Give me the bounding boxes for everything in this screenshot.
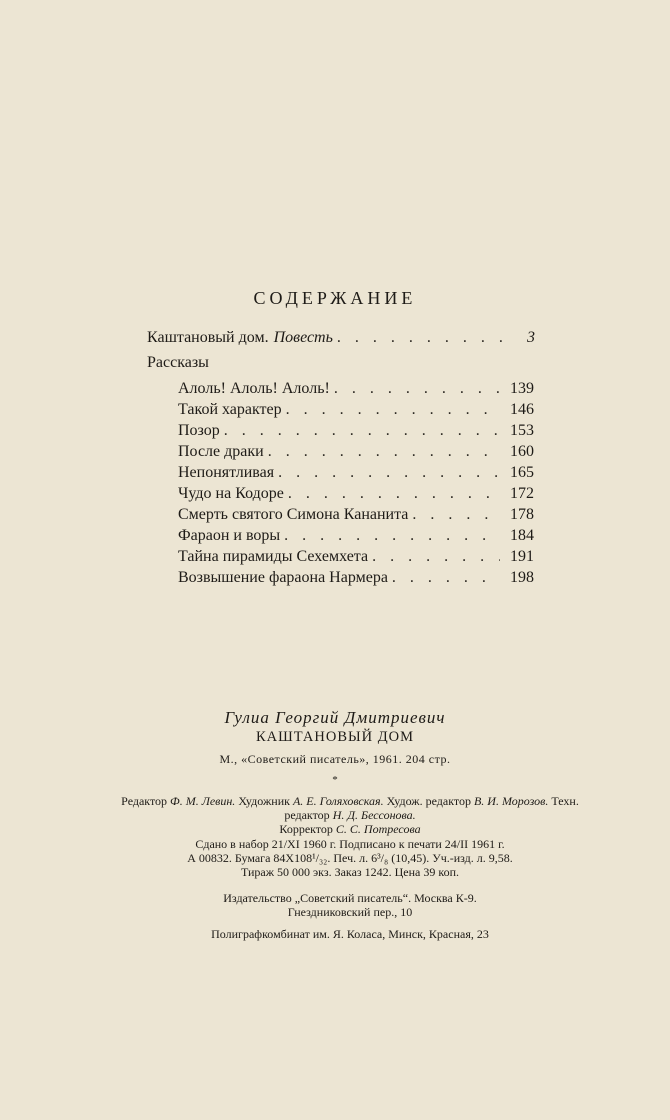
toc-story (178, 546, 534, 567)
toc-story (178, 420, 534, 441)
print-line: Тираж 50 000 экз. Заказ 1242. Цена 39 коп. (240, 865, 460, 879)
separator-star: * (332, 774, 338, 786)
story-title: Фараон и воры (178, 527, 281, 544)
toc-story (178, 441, 534, 462)
leader-dots (392, 567, 500, 588)
toc-story (178, 567, 534, 588)
story-title: Возвышение фараона Нармера (178, 569, 388, 586)
toc-story (178, 504, 534, 525)
toc-main-page: 3 (527, 329, 535, 346)
story-page: 191 (510, 548, 534, 565)
story-title: Непонятливая (178, 464, 275, 481)
toc-story (178, 378, 534, 399)
editor-name: Ф. М. Левин. (170, 794, 236, 808)
credits-editors (100, 794, 600, 836)
toc-main-entry (147, 328, 535, 348)
leader-dots (284, 525, 500, 546)
leader-dots (337, 328, 517, 348)
toc-story (178, 399, 534, 420)
story-page: 146 (510, 401, 534, 418)
colophon-book-title: КАШТАНОВЫЙ ДОМ (256, 729, 414, 745)
story-page: 165 (510, 464, 534, 481)
leader-dots (224, 420, 500, 441)
art-editor-name: В. И. Морозов. (473, 794, 549, 808)
story-page: 160 (510, 443, 534, 460)
tech-editor-name: Н. Д. Бессонова. (332, 808, 416, 822)
editor-label: Редактор (121, 794, 168, 808)
story-title: Такой характер (178, 401, 282, 418)
story-title: Позор (178, 422, 220, 439)
artist-name: А. Е. Голяховская. (292, 794, 384, 808)
leader-dots (334, 378, 500, 399)
leader-dots (286, 399, 500, 420)
toc-main-title: Каштановый дом. (147, 329, 269, 346)
artist-label: Художник (238, 794, 290, 808)
story-page: 139 (510, 380, 534, 397)
story-page: 184 (510, 527, 534, 544)
toc-title: СОДЕРЖАНИЕ (253, 288, 417, 308)
story-page: 172 (510, 485, 534, 502)
toc-story (178, 525, 534, 546)
publisher-details (100, 891, 600, 919)
section-heading: Рассказы (147, 354, 209, 371)
publisher-line: Издательство „Советский писатель“. Москва К-9. (223, 891, 477, 905)
toc-main-genre: Повесть (273, 329, 333, 346)
story-list (178, 378, 534, 588)
story-title: Чудо на Кодоре (178, 485, 284, 502)
story-title: Тайна пирамиды Сехемхета (178, 548, 369, 565)
colophon-author: Гулиа Георгий Дмитриевич (224, 708, 446, 727)
story-page: 178 (510, 506, 534, 523)
leader-dots (268, 441, 500, 462)
story-page: 153 (510, 422, 534, 439)
publisher-line: Гнездниковский пер., 10 (287, 905, 413, 919)
colophon-imprint: М., «Советский писатель», 1961. 204 стр. (219, 752, 451, 766)
toc-story (178, 483, 534, 504)
story-title: Смерть святого Симона Кананита (178, 506, 409, 523)
leader-dots (278, 462, 500, 483)
art-editor-label: Худож. редактор (386, 794, 471, 808)
story-title: Алоль! Алоль! Алоль! (178, 380, 330, 397)
print-details (100, 837, 600, 879)
story-page: 198 (510, 569, 534, 586)
leader-dots (288, 483, 500, 504)
print-line: Сдано в набор 21/XI 1960 г. Подписано к печати 24/II 1961 г. (195, 837, 505, 851)
leader-dots (412, 504, 500, 525)
proofreader-name: С. С. Потресова (335, 822, 421, 836)
print-line: А 00832. Бумага 84X108¹/₃₂. Печ. л. 6³/₈ (10,45). Уч.-изд. л. 9,58. (187, 851, 513, 865)
toc-story (178, 462, 534, 483)
story-title: После драки (178, 443, 264, 460)
tech-editor-label: Техн. редактор (284, 794, 579, 822)
proofreader-label: Корректор (279, 822, 333, 836)
printer-line: Полиграфкомбинат им. Я. Коласа, Минск, Красная, 23 (211, 927, 489, 941)
leader-dots (372, 546, 500, 567)
